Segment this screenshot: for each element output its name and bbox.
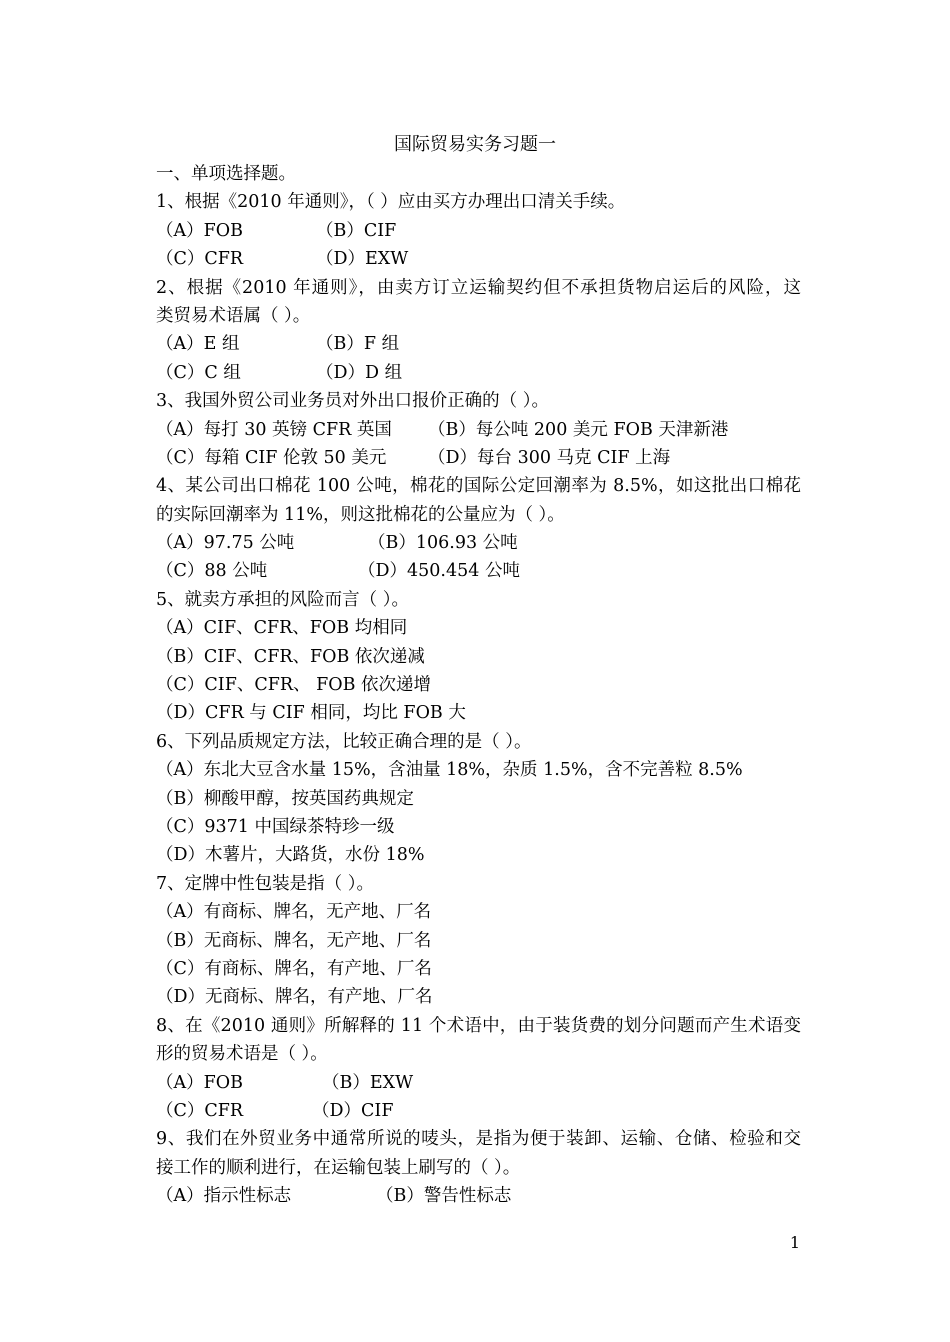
option-a: （A）指示性标志	[156, 1186, 292, 1207]
question-text-line: 7、定牌中性包装是指（ ）。	[156, 873, 374, 894]
option-c: （C）有商标、牌名，有产地、厂名	[156, 958, 432, 979]
question-text-line: 9、我们在外贸业务中通常所说的唛头，是指为便于装卸、运输、仓储、检验和交	[156, 1129, 801, 1150]
question-text-line: 6、下列品质规定方法，比较正确合理的是（ ）。	[156, 731, 532, 752]
option-a: （A）有商标、牌名，无产地、厂名	[156, 902, 432, 923]
question-text-line: 接工作的顺利进行，在运输包装上刷写的（ ）。	[156, 1157, 521, 1178]
question-text-line: 类贸易术语属（ ）。	[156, 305, 311, 326]
option-row	[156, 444, 801, 472]
option-a: （A）E 组	[156, 334, 240, 355]
question-5	[156, 586, 801, 728]
option-c: （C）CFR	[156, 249, 244, 270]
option-b: （B）无商标、牌名，无产地、厂名	[156, 930, 432, 951]
section-heading: 一、单项选择题。	[156, 164, 296, 184]
question-8	[156, 1012, 801, 1126]
option-row	[156, 1069, 801, 1097]
option-c: （C）CIF、CFR、 FOB 依次递增	[156, 675, 432, 696]
option-b: （B）警告性标志	[376, 1186, 512, 1207]
option-a: （A）FOB	[156, 220, 243, 241]
option-a: （A）东北大豆含水量 15%，含油量 18%，杂质 1.5%，含不完善粒 8.5%	[156, 760, 743, 781]
option-d: （D）EXW	[316, 249, 409, 270]
option-b: （B）F 组	[316, 334, 400, 355]
option-d: （D）CFR 与 CIF 相同，均比 FOB 大	[156, 703, 466, 724]
question-text-line: 的实际回潮率为 11%，则这批棉花的公量应为（ ）。	[156, 504, 565, 525]
option-a: （A）CIF、CFR、FOB 均相同	[156, 618, 408, 639]
option-row	[156, 1182, 801, 1210]
document-title: 国际贸易实务习题一	[394, 134, 556, 155]
option-row	[156, 529, 801, 557]
question-4	[156, 472, 801, 586]
option-b: （B）CIF、CFR、FOB 依次递减	[156, 646, 425, 667]
option-d: （D）450.454 公吨	[358, 561, 520, 582]
option-c: （C）9371 中国绿茶特珍一级	[156, 816, 395, 837]
option-row	[156, 217, 801, 245]
option-row	[156, 557, 801, 585]
option-d: （D）木薯片，大路货，水份 18%	[156, 845, 425, 866]
option-c: （C）88 公吨	[156, 561, 268, 582]
question-text-line: 5、就卖方承担的风险而言（ ）。	[156, 589, 409, 610]
question-9	[156, 1125, 801, 1210]
option-d: （D）无商标、牌名，有产地、厂名	[156, 987, 433, 1008]
option-c: （C）每箱 CIF 伦敦 50 美元	[156, 447, 387, 468]
question-text-line: 形的贸易术语是（ ）。	[156, 1044, 328, 1065]
option-row	[156, 1097, 801, 1125]
question-3	[156, 387, 801, 472]
question-1	[156, 188, 801, 273]
option-b: （B）106.93 公吨	[368, 533, 518, 554]
document-body	[156, 160, 801, 1210]
option-d: （D）CIF	[312, 1100, 394, 1121]
option-row	[156, 359, 801, 387]
option-b: （B）柳酸甲醇，按英国药典规定	[156, 788, 414, 809]
question-text-line: 2、根据《2010 年通则》，由卖方订立运输契约但不承担货物启运后的风险，这	[156, 277, 801, 298]
question-text-line: 3、我国外贸公司业务员对外出口报价正确的（ ）。	[156, 391, 549, 412]
option-d: （D）D 组	[316, 362, 403, 383]
option-c: （C）CFR	[156, 1100, 244, 1121]
option-a: （A）97.75 公吨	[156, 533, 295, 554]
option-b: （B）每公吨 200 美元 FOB 天津新港	[428, 419, 729, 440]
question-6	[156, 728, 801, 870]
option-c: （C）C 组	[156, 362, 241, 383]
page-number: 1	[789, 1233, 800, 1252]
option-a: （A）FOB	[156, 1072, 243, 1093]
question-7	[156, 870, 801, 1012]
option-row	[156, 330, 801, 358]
option-a: （A）每打 30 英镑 CFR 英国	[156, 419, 392, 440]
question-text-line: 1、根据《2010 年通则》，（ ）应由买方办理出口清关手续。	[156, 192, 626, 213]
option-row	[156, 245, 801, 273]
question-text-line: 8、在《2010 通则》所解释的 11 个术语中，由于装货费的划分问题而产生术语变	[156, 1015, 801, 1036]
option-d: （D）每台 300 马克 CIF 上海	[428, 447, 671, 468]
question-text-line: 4、某公司出口棉花 100 公吨，棉花的国际公定回潮率为 8.5%，如这批出口棉花	[156, 476, 801, 497]
option-b: （B）EXW	[322, 1072, 414, 1093]
question-2	[156, 274, 801, 388]
option-b: （B）CIF	[316, 220, 397, 241]
option-row	[156, 416, 801, 444]
